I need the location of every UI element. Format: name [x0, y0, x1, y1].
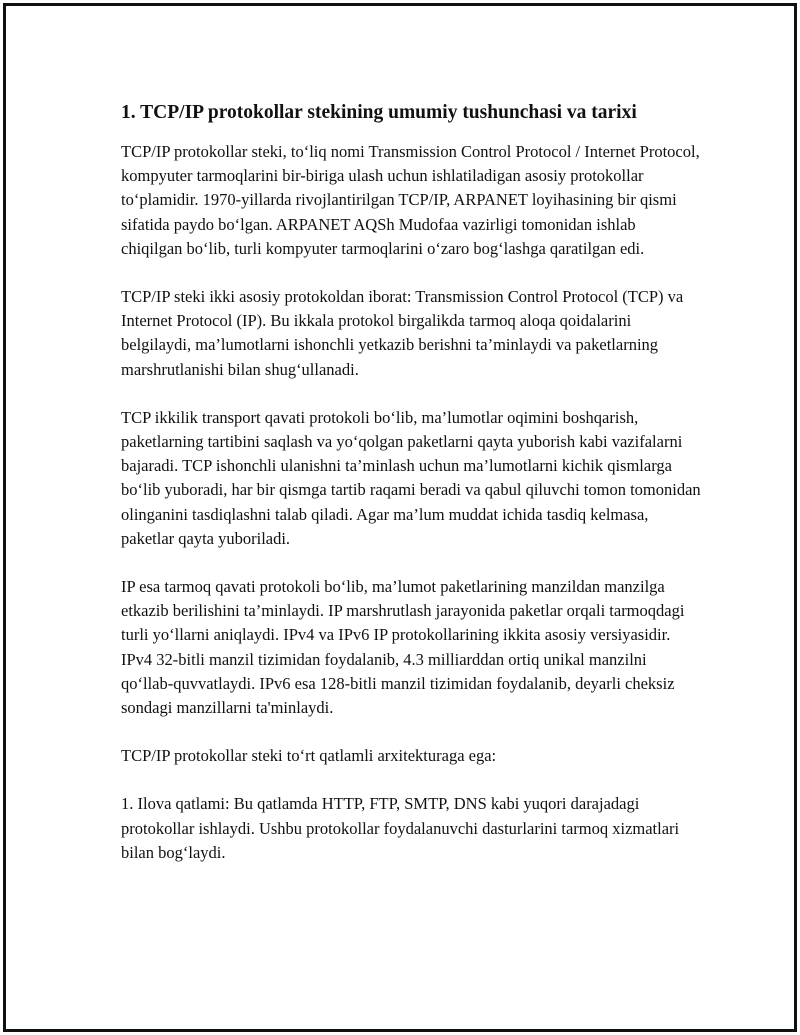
section-heading: 1. TCP/IP protokollar stekining umumiy tushunchasi va tarixi [121, 102, 637, 123]
document-body [121, 100, 701, 889]
paragraph-ip: IP esa tarmoq qavati protokoli bo‘lib, ma’lumot paketlarining manzildan manzilga etkazib berilishini ta’minlaydi. IP marshrutlash jarayonida paketlar orqali tarmoqdagi turli yo‘llarni aniqlaydi. IPv4 va IPv6 IP protokollarining ikkita asosiy versiyasidir. IPv4 32-bitli manzil tizimidan foydalanib, 4.3 milliarddan ortiq unikal manzilni qo‘llab-quvvatlaydi. IPv6 esa 128-bitli manzil tizimidan foydalanib, deyarli cheksiz sondagi manzillarni ta'minlaydi. [121, 577, 685, 718]
page-frame [3, 3, 797, 1032]
paragraph-tcp: TCP ikkilik transport qavati protokoli bo‘lib, ma’lumotlar oqimini boshqarish, paketlarning tartibini saqlash va yo‘qolgan paketlarni qayta yuborish kabi vazifalarni bajaradi. TCP ishonchli ulanishni ta’minlash uchun ma’lumotlarni kichik qismlarga bo‘lib yuboradi, har bir qismga tartib raqami beradi va qabul qiluvchi tomon tomonidan olinganini tasdiqlashni talab qiladi. Agar ma’lum muddat ichida tasdiq kelmasa, paketlar qayta yuboriladi. [121, 407, 701, 548]
paragraph-application-layer: 1. Ilova qatlami: Bu qatlamda HTTP, FTP, SMTP, DNS kabi yuqori darajadagi protokollar ishlaydi. Ushbu protokollar foydalanuvchi dasturlarini tarmoq xizmatlari bilan bog‘laydi. [121, 794, 680, 862]
paragraph-tcpip-history: TCP/IP protokollar steki, to‘liq nomi Transmission Control Protocol / Internet Protocol, kompyuter tarmoqlarini bir-biriga ulash uchun ishlatiladigan asosiy protokollar to‘plamidir. 1970-yillarda rivojlantirilgan TCP/IP, ARPANET loyihasining bir qismi sifatida paydo bo‘lgan. ARPANET AQSh Mudofaa vazirligi tomonidan ishlab chiqilgan bo‘lib, turli kompyuter tarmoqlarini o‘zaro bog‘lashga qaratilgan edi. [121, 142, 700, 258]
paragraph-tcpip-components: TCP/IP steki ikki asosiy protokoldan iborat: Transmission Control Protocol (TCP) va Internet Protocol (IP). Bu ikkala protokol birgalikda tarmoq aloqa qoidalarini belgilaydi, ma’lumotlarni ishonchli yetkazib berishni ta’minlaydi va paketlarning marshrutlanishi bilan shug‘ullanadi. [121, 287, 684, 379]
paragraph-layers-intro: TCP/IP protokollar steki to‘rt qatlamli arxitekturaga ega: [121, 746, 497, 766]
